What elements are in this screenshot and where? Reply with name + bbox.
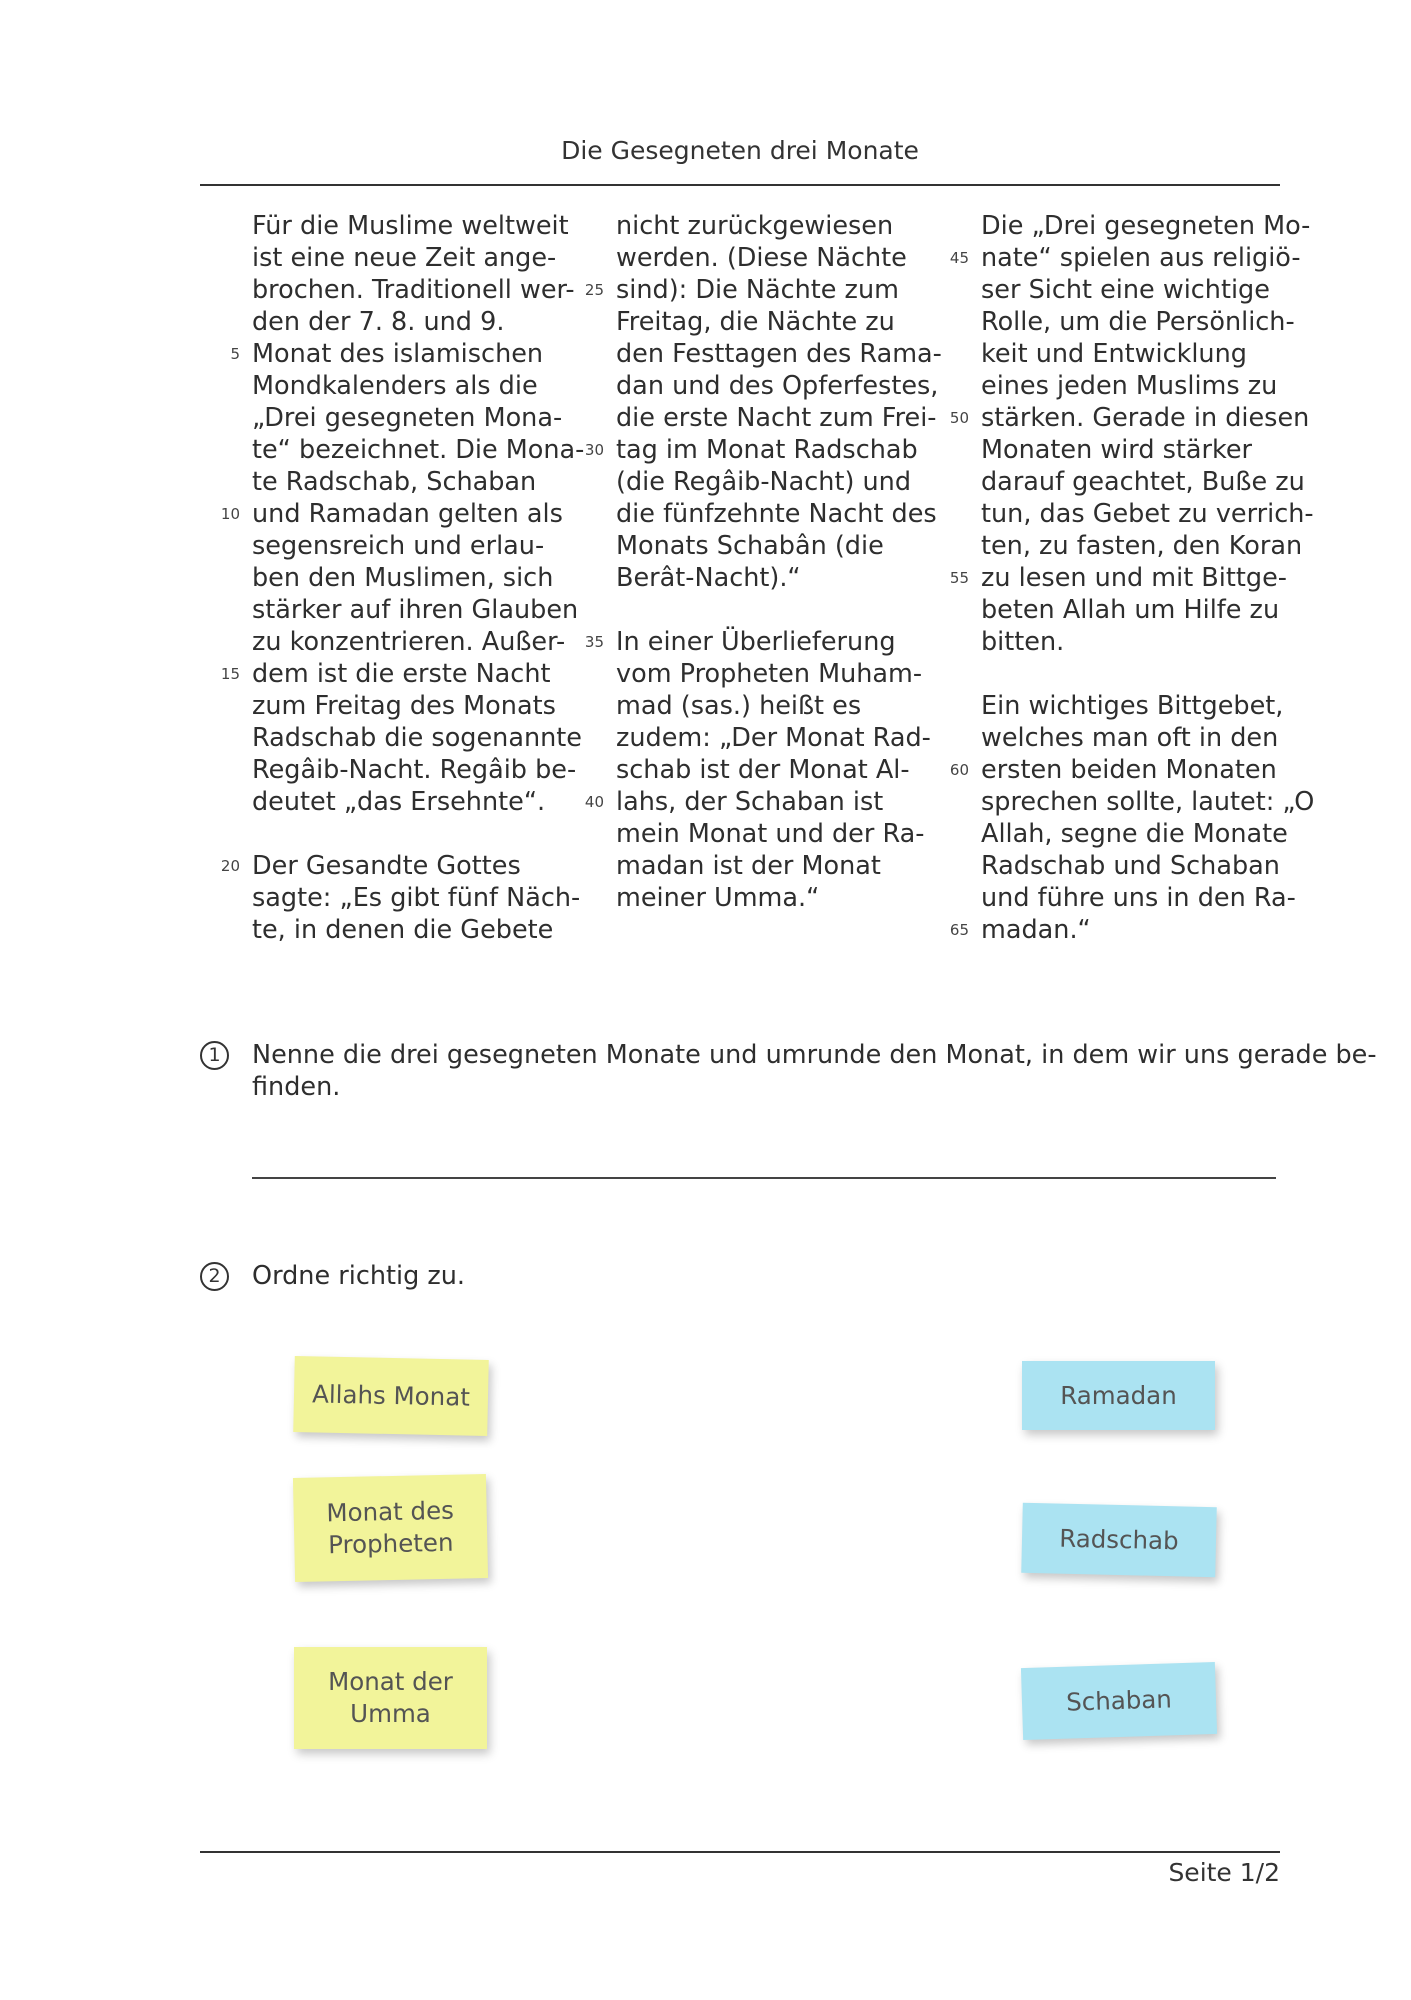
card-monat-der-umma[interactable] <box>294 1647 487 1749</box>
answer-line[interactable] <box>252 1177 1276 1179</box>
card-ramadan[interactable] <box>1022 1361 1215 1430</box>
line-number: 60 <box>949 761 969 779</box>
line-number: 15 <box>220 665 240 683</box>
text-line: lahs, der Schaban ist <box>616 787 884 817</box>
task-1-text: Nenne die drei gesegneten Monate und umrunde den Monat, in dem wir uns gerade be- <box>252 1040 1377 1070</box>
line-number: 25 <box>584 281 604 299</box>
text-line: werden. (Diese Nächte <box>616 243 907 273</box>
header-divider <box>200 184 1280 186</box>
text-line: te, in denen die Gebete <box>252 915 554 945</box>
line-number: 55 <box>949 569 969 587</box>
text-line: te“ bezeichnet. Die Mona- <box>252 435 585 465</box>
text-line: eines jeden Muslims zu <box>981 371 1278 401</box>
text-line: bitten. <box>981 627 1065 657</box>
text-line: ser Sicht eine wichtige <box>981 275 1270 305</box>
text-line: stärker auf ihren Glauben <box>252 595 579 625</box>
text-line: Berât-Nacht).“ <box>616 563 801 593</box>
text-line: ersten beiden Monaten <box>981 755 1277 785</box>
text-line: den der 7. 8. und 9. <box>252 307 505 337</box>
text-line: welches man oft in den <box>981 723 1279 753</box>
text-line: sprechen sollte, lautet: „O <box>981 787 1315 817</box>
text-line: sind): Die Nächte zum <box>616 275 899 305</box>
text-line: brochen. Traditionell wer- <box>252 275 575 305</box>
line-number: 50 <box>949 409 969 427</box>
text-line: ist eine neue Zeit ange- <box>252 243 557 273</box>
task-1-number: 1 <box>200 1041 229 1070</box>
card-label-line-2: Propheten <box>327 1527 454 1560</box>
page-number: Seite 1/2 <box>1168 1858 1280 1887</box>
card-monat-des-propheten[interactable] <box>293 1474 488 1582</box>
card-label: Ramadan <box>1060 1380 1177 1410</box>
card-radschab[interactable] <box>1021 1503 1217 1577</box>
card-schaban[interactable] <box>1021 1662 1217 1740</box>
text-line: nicht zurückgewiesen <box>616 211 894 241</box>
text-line: segensreich und erlau- <box>252 531 545 561</box>
text-line: den Festtagen des Rama- <box>616 339 942 369</box>
text-line: und Ramadan gelten als <box>252 499 563 529</box>
text-line: meiner Umma.“ <box>616 883 820 913</box>
text-line: Freitag, die Nächte zu <box>616 307 895 337</box>
text-line: Monat des islamischen <box>252 339 544 369</box>
text-line: Der Gesandte Gottes <box>252 851 521 881</box>
text-line: stärken. Gerade in diesen <box>981 403 1310 433</box>
card-label-line-2: Umma <box>350 1699 431 1728</box>
text-line: Die „Drei gesegneten Mo- <box>981 211 1311 241</box>
task-1-text-continued: finden. <box>252 1072 341 1102</box>
text-line: Regâib-Nacht. Regâib be- <box>252 755 577 785</box>
text-line: vom Propheten Muham- <box>616 659 923 689</box>
text-line: Radschab die sogenannte <box>252 723 582 753</box>
text-line: dan und des Opferfestes, <box>616 371 939 401</box>
text-line: nate“ spielen aus religiö- <box>981 243 1301 273</box>
text-line: mein Monat und der Ra- <box>616 819 925 849</box>
footer-divider <box>200 1851 1280 1853</box>
card-label-line-1: Monat des <box>326 1495 455 1528</box>
line-number: 30 <box>584 441 604 459</box>
card-label: Schaban <box>1065 1684 1173 1717</box>
text-line: mad (sas.) heißt es <box>616 691 862 721</box>
line-number: 10 <box>220 505 240 523</box>
line-number: 45 <box>949 249 969 267</box>
text-line: tag im Monat Radschab <box>616 435 918 465</box>
text-line: In einer Überlieferung <box>616 627 896 657</box>
text-line: deutet „das Ersehnte“. <box>252 787 546 817</box>
text-line: darauf geachtet, Buße zu <box>981 467 1305 497</box>
text-line: ben den Muslimen, sich <box>252 563 554 593</box>
text-line: Ein wichtiges Bittgebet, <box>981 691 1284 721</box>
card-label-line-1: Monat der <box>328 1667 453 1696</box>
text-line: sagte: „Es gibt fünf Näch- <box>252 883 581 913</box>
text-line: dem ist die erste Nacht <box>252 659 551 689</box>
line-number: 65 <box>949 921 969 939</box>
text-line: und führe uns in den Ra- <box>981 883 1296 913</box>
page-title: Die Gesegneten drei Monate <box>561 136 919 165</box>
text-line: „Drei gesegneten Mona- <box>252 403 563 433</box>
text-line: Radschab und Schaban <box>981 851 1280 881</box>
line-number: 35 <box>584 633 604 651</box>
text-line: zu konzentrieren. Außer- <box>252 627 566 657</box>
text-line: tun, das Gebet zu verrich- <box>981 499 1314 529</box>
text-line: te Radschab, Schaban <box>252 467 537 497</box>
text-line: keit und Entwicklung <box>981 339 1247 369</box>
text-line: beten Allah um Hilfe zu <box>981 595 1280 625</box>
text-line: Allah, segne die Monate <box>981 819 1288 849</box>
text-line: (die Regâib-Nacht) und <box>616 467 912 497</box>
card-allahs-monat[interactable] <box>293 1356 489 1436</box>
line-number: 20 <box>220 857 240 875</box>
text-line: Rolle, um die Persönlich- <box>981 307 1295 337</box>
text-line: Für die Muslime weltweit <box>252 211 569 241</box>
text-line: schab ist der Monat Al- <box>616 755 910 785</box>
text-line: zudem: „Der Monat Rad- <box>616 723 931 753</box>
card-label: Radschab <box>1058 1523 1180 1556</box>
text-line: Monats Schabân (die <box>616 531 884 561</box>
text-line: madan ist der Monat <box>616 851 881 881</box>
text-line: zu lesen und mit Bittge- <box>981 563 1287 593</box>
card-label: Allahs Monat <box>311 1379 471 1412</box>
text-line: die fünfzehnte Nacht des <box>616 499 937 529</box>
line-number: 5 <box>230 345 240 363</box>
text-line: ten, zu fasten, den Koran <box>981 531 1303 561</box>
text-line: Mondkalenders als die <box>252 371 538 401</box>
task-2-number: 2 <box>200 1262 229 1291</box>
text-line: madan.“ <box>981 915 1091 945</box>
text-line: Monaten wird stärker <box>981 435 1253 465</box>
line-number: 40 <box>584 793 604 811</box>
text-line: die erste Nacht zum Frei- <box>616 403 937 433</box>
text-line: zum Freitag des Monats <box>252 691 556 721</box>
task-2-text: Ordne richtig zu. <box>252 1261 466 1291</box>
